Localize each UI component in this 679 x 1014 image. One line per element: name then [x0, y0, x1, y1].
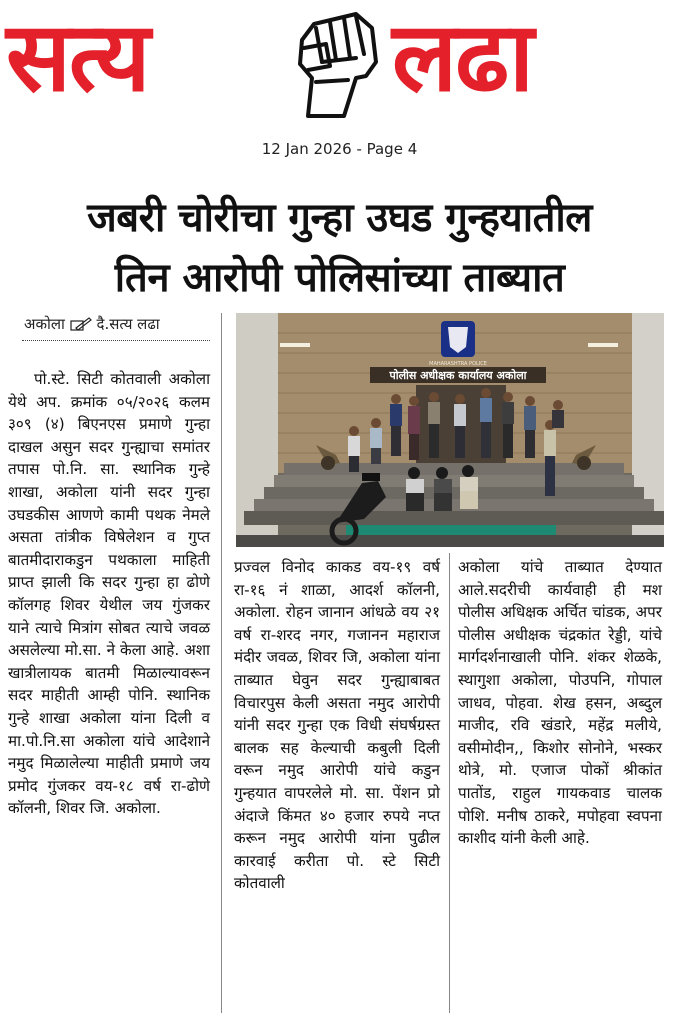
byline-place: अकोला	[24, 315, 65, 333]
masthead	[0, 0, 679, 130]
column-divider-1	[221, 313, 222, 1013]
article-photo	[236, 313, 664, 547]
sign-emblem-text: MAHARASHTRA POLICE	[429, 361, 487, 367]
headline-line-1: जबरी चोरीचा गुन्हा उघड गुन्हयातील	[87, 195, 592, 241]
sign-office-text: पोलीस अधीक्षक कार्यालय अकोला	[389, 369, 527, 382]
masthead-word-left: सत्य	[6, 1, 149, 113]
byline-source: दै.सत्य लढा	[96, 315, 160, 333]
byline-divider	[22, 340, 210, 341]
article-column-3	[458, 556, 662, 850]
article-column-2	[234, 556, 440, 895]
headline-line-2: तिन आरोपी पोलिसांच्या ताब्यात	[114, 255, 565, 301]
dateline: 12 Jan 2026 - Page 4	[261, 140, 418, 158]
column-divider-2	[449, 553, 450, 1013]
article-text-col3: अकोला यांचे ताब्यात देण्यात आले.सदरीची कार्यवाही ही मश पोलीस अधिक्षक अर्चित चांडक, अपर पोलीस अधीक्षक चंद्रकांत रेड्डी, यांचे मार्गदर्शनाखाली पोनि. शंकर शेळके, स्थागुशा अकोला, पोउपनि, गोपाल जाधव, पोहवा. शेख हसन, अब्दुल माजीद, रवि खंडारे, महेंद्र मलीये, वसीमोदीन,, किशोर सोनोने, भस्कर थोत्रे, मो. एजाज पोकों श्रीकांत पातोंड, राहुल गायकवाड चालक पोशि. मनीष ठाकरे, मपोहवा स्वपना काशीद यांनी केली आहे.	[458, 558, 662, 848]
article-text-col2: प्रज्वल विनोद काकड वय-१९ वर्ष रा-१६ नं शाळा, आदर्श कॉलनी, अकोला. रोहन जानान आंधळे वय २१ वर्ष रा-शरद नगर, गजानन महाराज मंदीर जवळ, शिवर जि, अकोला यांना ताब्यात घेवुन सदर गुन्ह्याबाबत विचारपुस केली असता नमुद आरोपी यांनी सदर गुन्हा एक विधी संघर्षग्रस्त बालक सह केल्याची कबुली दिली वरून नमुद आरोपी यांचे कडुन गुन्हयात वापरलेले मो. सा. पेंशन प्रो अंदाजे किंमत ४० हजार रुपये नप्त करून नमुद आरोपी यांना पुढील कारवाई करीता पो. स्टे सिटी कोतवाली	[234, 558, 440, 893]
masthead-word-right: लढा	[392, 1, 532, 113]
article-text-col1: पो.स्टे. सिटी कोतवाली अकोला येथे अप. क्रमांक ०५/२०२६ कलम ३०९ (४) बिएनएस प्रमाणे गुन्हा दाखल असुन सदर गुन्ह्याचा समांतर तपास पो.नि. सा. स्थानिक गुन्हे शाखा, अकोला यांनी सदर गुन्हा उघडकीस आणणे कामी पथक नेमले असता तांत्रीक विषेलेशन व गुप्त बातमीदाराकडुन पथकाला माहिती प्राप्त झाली कि सदर गुन्हा हा ढोणे कॉलगह शिवर येथील जय गुंजकर याने त्याचे मित्रांग सोबत त्याचे जवळ असलेल्या मो.सा. ने केला आहे. अशा खात्रीलायक बातमी मिळाल्यावरून सदर माहीती आम्ही पोनि. स्थानिक गुन्हे शाखा अकोला यांना दिली व मा.पो.नि.सा अकोला यांचे आदेशाने नमुद मिळालेल्या माहीती प्रमाणे जय प्रमोद गुंजकर वय-१८ वर्ष रा-ढोणे कॉलनी, शिवर जि. अकोला.	[8, 370, 210, 818]
pen-icon	[70, 316, 92, 332]
article-column-1	[8, 368, 210, 820]
byline	[24, 314, 210, 334]
raised-fist-icon	[286, 4, 390, 120]
